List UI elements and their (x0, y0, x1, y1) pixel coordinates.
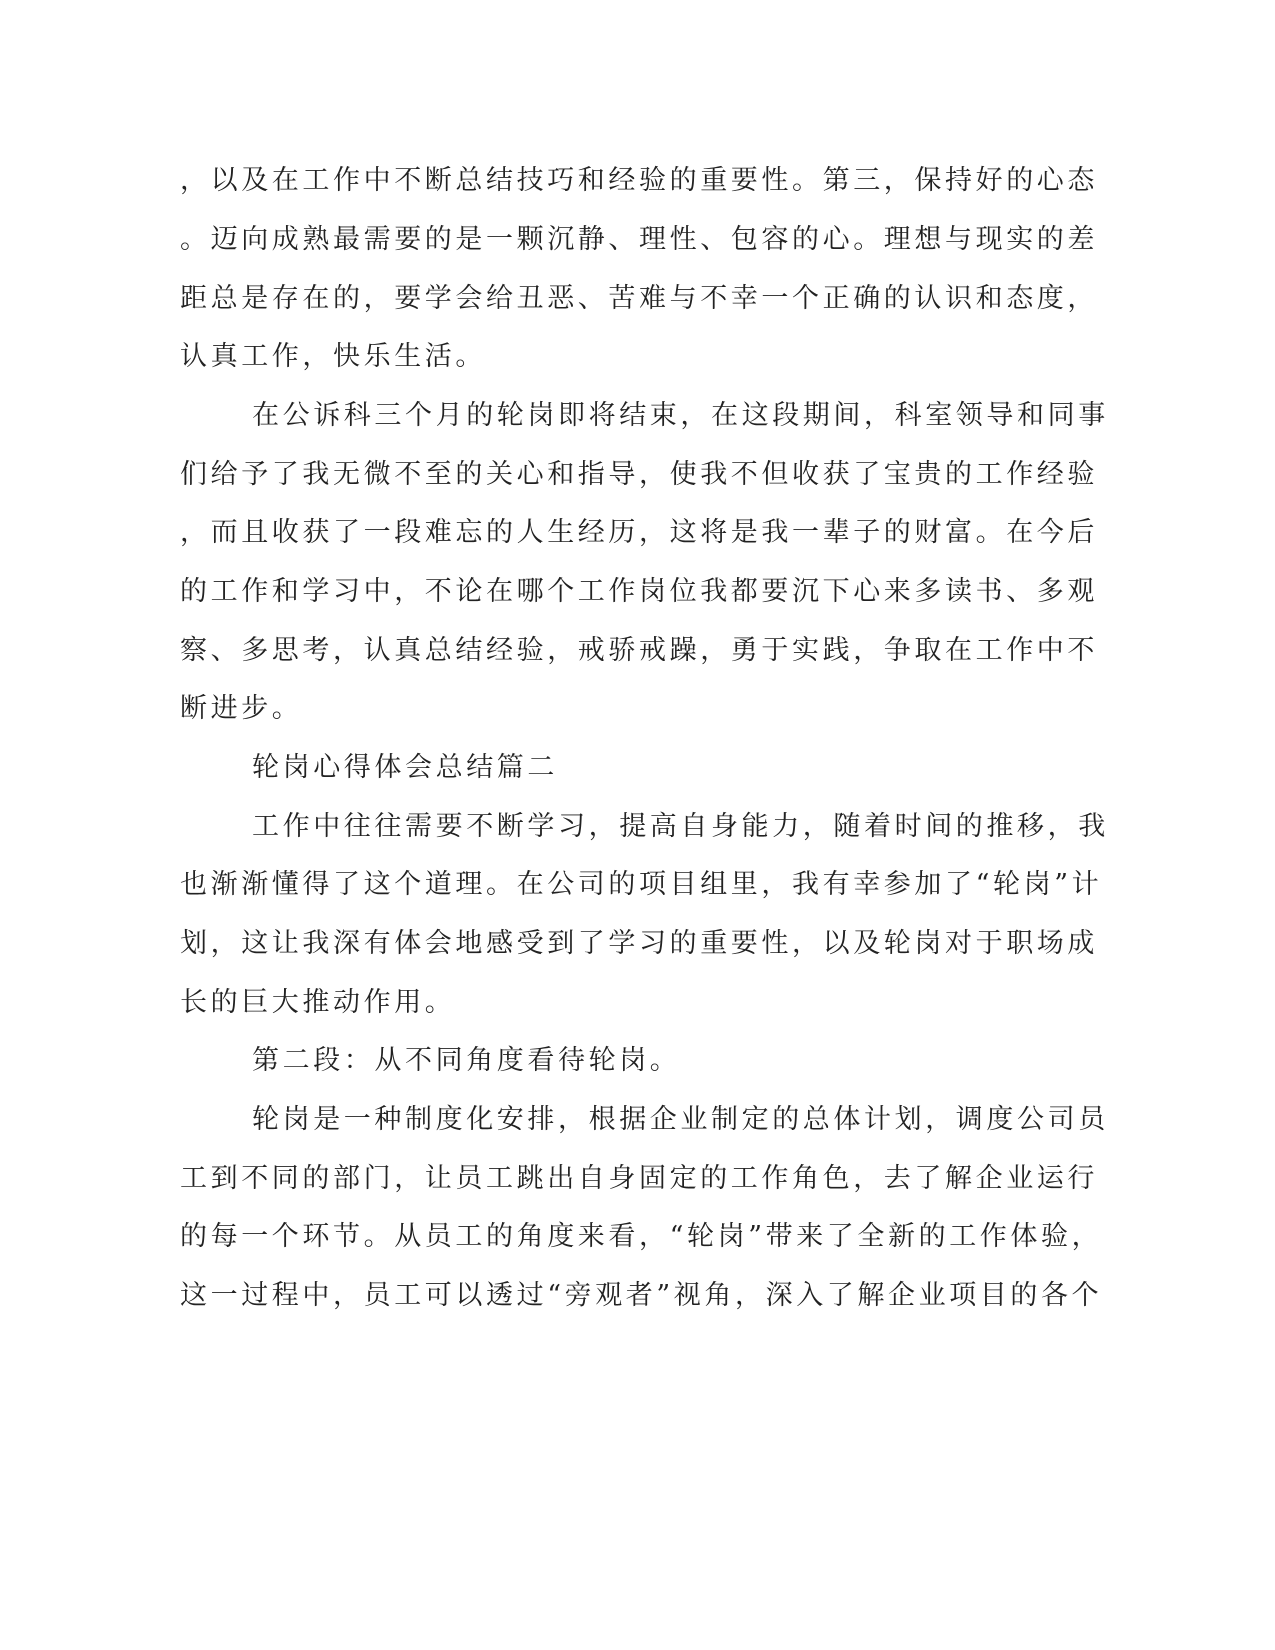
text-line: 察、多思考，认真总结经验，戒骄戒躁，勇于实践，争取在工作中不 (180, 635, 1098, 666)
text-line: 的每一个环节。从员工的角度来看，“轮岗”带来了全新的工作体验， (180, 1221, 1103, 1252)
text-line: 这一过程中，员工可以透过“旁观者”视角，深入了解企业项目的各个 (180, 1280, 1103, 1311)
subsection-heading: 第二段：从不同角度看待轮岗。 (252, 1045, 681, 1076)
paragraph-first-line: 工作中往往需要不断学习，提高自身能力，随着时间的推移，我 (252, 811, 1109, 842)
section-heading: 轮岗心得体会总结篇二 (252, 752, 558, 783)
text-line: 认真工作，快乐生活。 (180, 341, 486, 372)
paragraph-first-line: 在公诉科三个月的轮岗即将结束，在这段期间，科室领导和同事 (252, 400, 1109, 431)
text-line: 长的巨大推动作用。 (180, 987, 456, 1018)
text-line: 划，这让我深有体会地感受到了学习的重要性，以及轮岗对于职场成 (180, 928, 1098, 959)
text-line: 工到不同的部门，让员工跳出自身固定的工作角色，去了解企业运行 (180, 1163, 1098, 1194)
text-line: ，以及在工作中不断总结技巧和经验的重要性。第三，保持好的心态 (180, 165, 1098, 196)
text-line: 距总是存在的，要学会给丑恶、苦难与不幸一个正确的认识和态度， (180, 283, 1098, 314)
text-line: 断进步。 (180, 693, 303, 724)
text-line: 的工作和学习中，不论在哪个工作岗位我都要沉下心来多读书、多观 (180, 576, 1098, 607)
text-line: 也渐渐懂得了这个道理。在公司的项目组里，我有幸参加了“轮岗”计 (180, 869, 1103, 900)
text-line: ，而且收获了一段难忘的人生经历，这将是我一辈子的财富。在今后 (180, 517, 1098, 548)
text-line: 。迈向成熟最需要的是一颗沉静、理性、包容的心。理想与现实的差 (180, 224, 1098, 255)
paragraph-first-line: 轮岗是一种制度化安排，根据企业制定的总体计划，调度公司员 (252, 1104, 1109, 1135)
text-line: 们给予了我无微不至的关心和指导，使我不但收获了宝贵的工作经验 (180, 459, 1098, 490)
